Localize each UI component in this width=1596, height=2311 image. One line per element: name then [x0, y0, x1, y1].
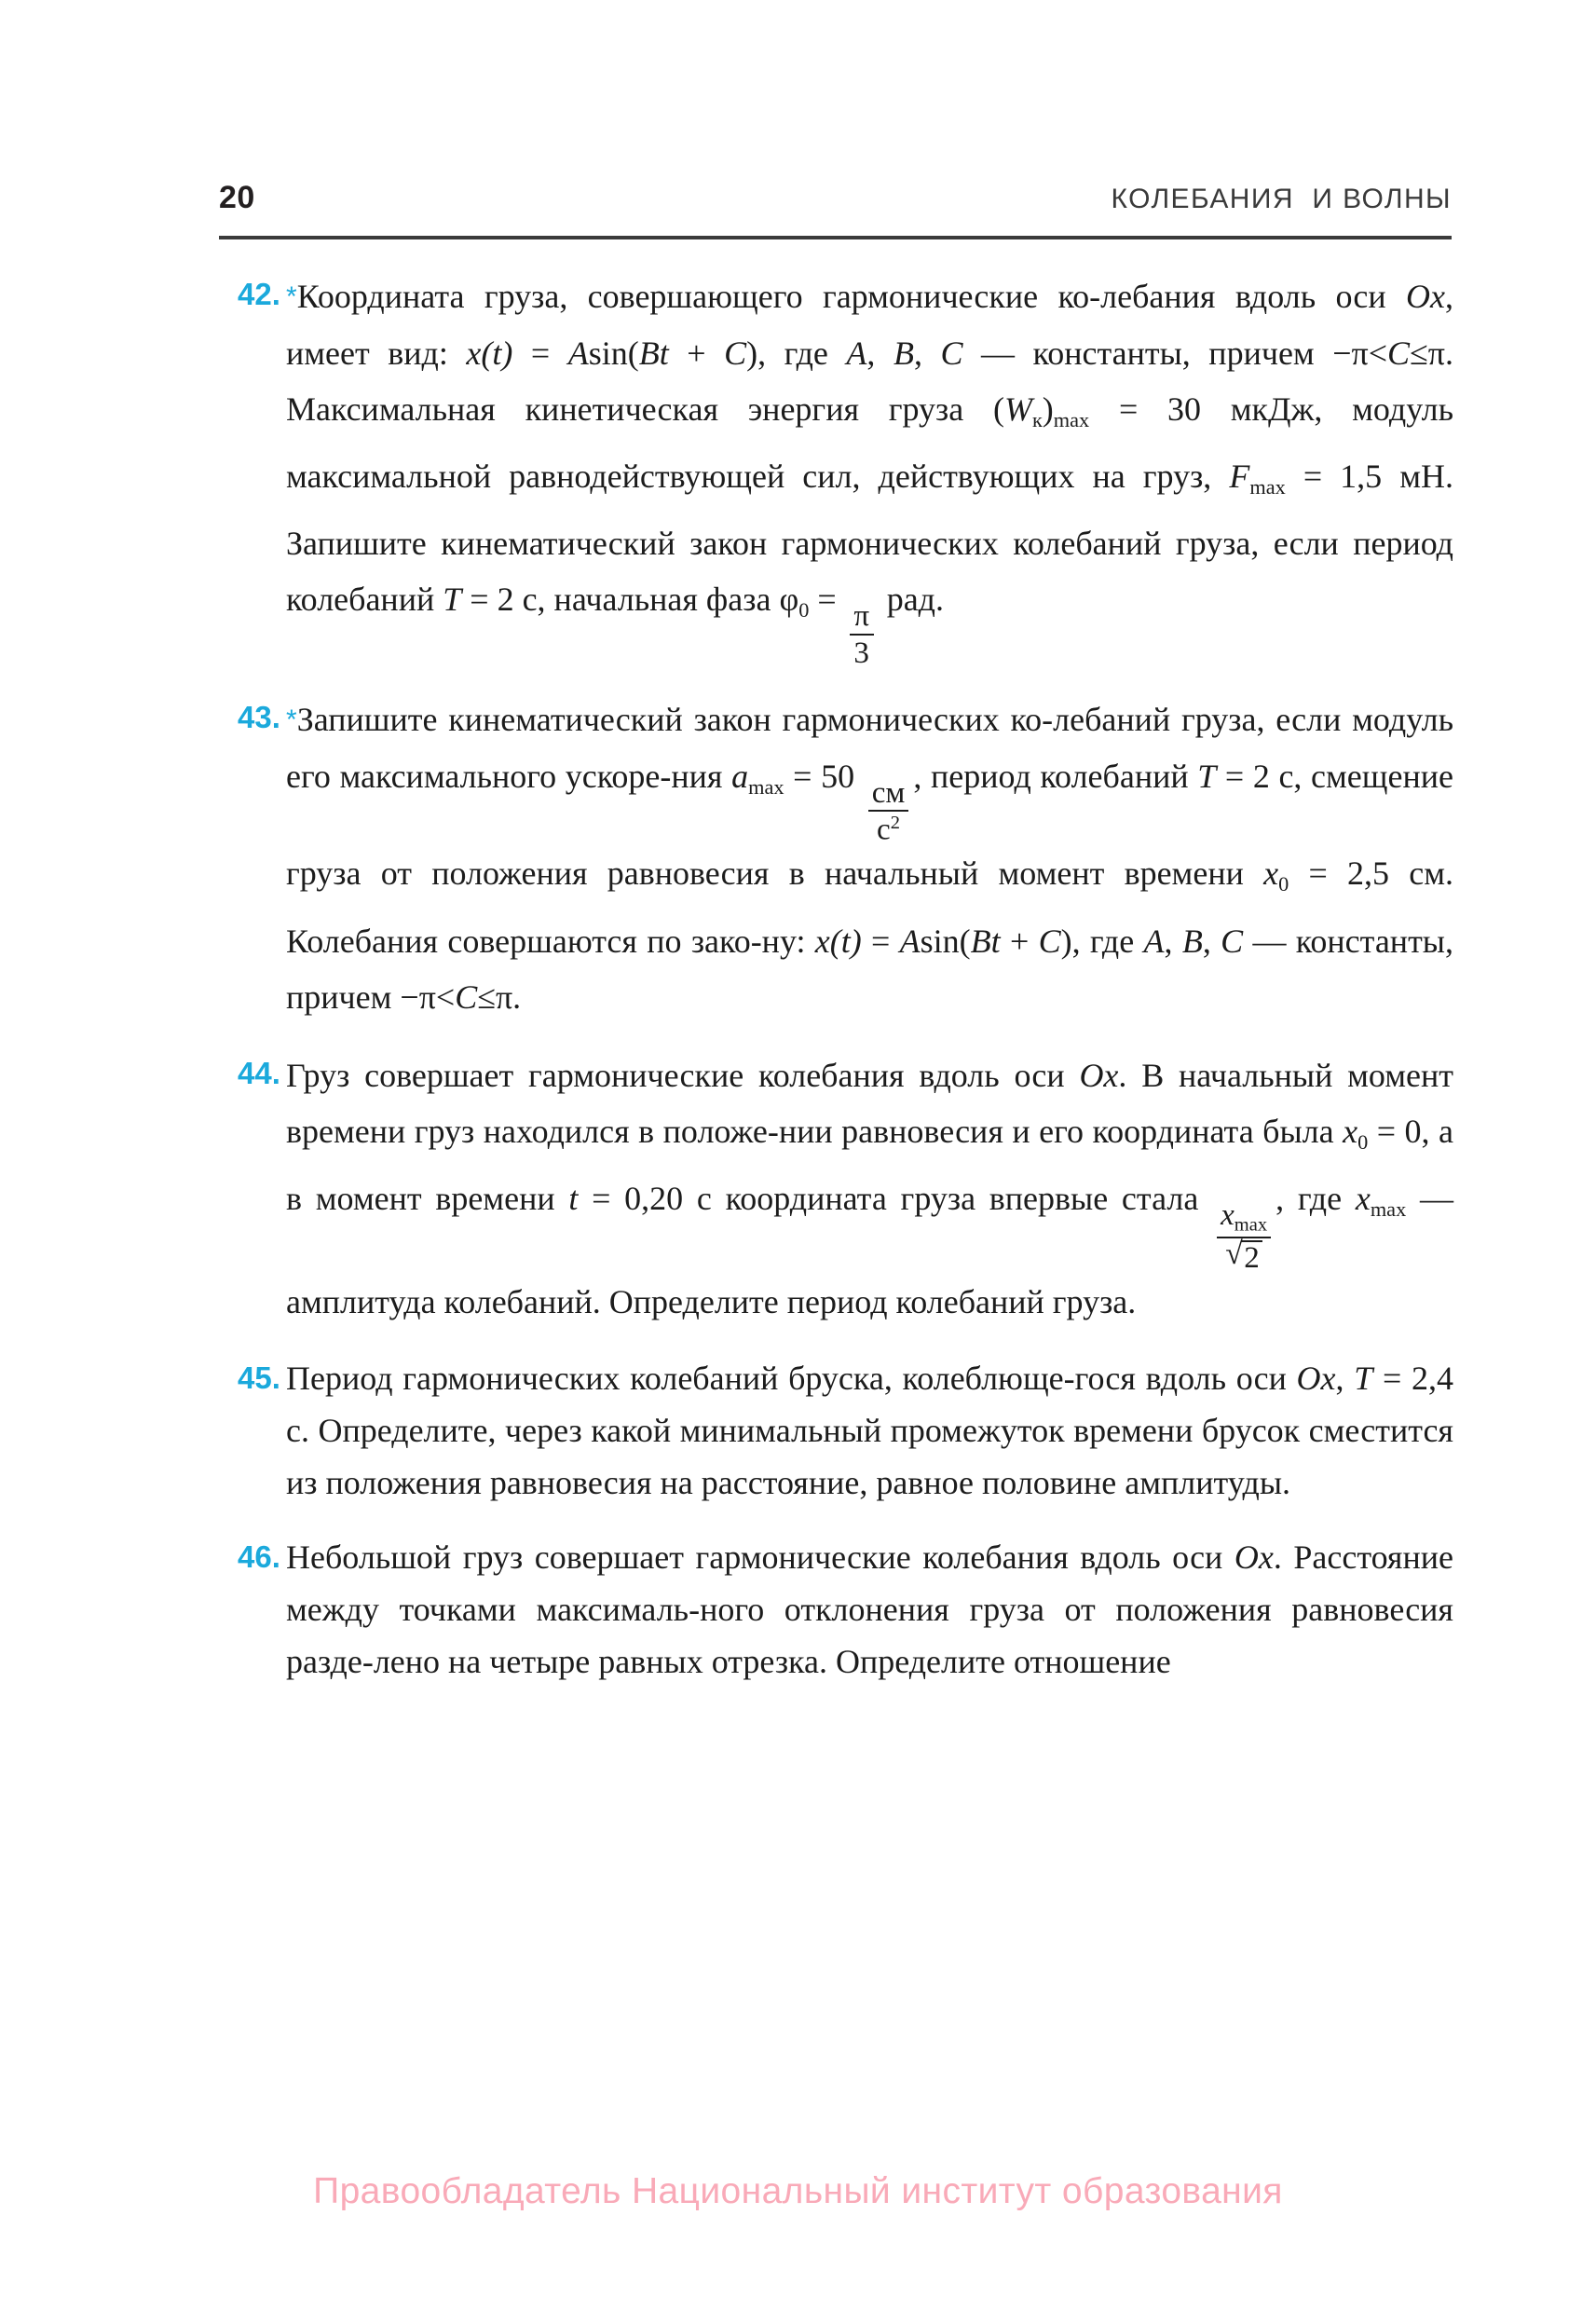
text-segment: Запишите кинематический закон гармонических ко-лебаний груза, если модуль его максимального ускоре-ния [286, 700, 1453, 795]
text-segment: — константы, причем −π< [286, 922, 1453, 1016]
math-paren: ) [1042, 390, 1054, 428]
text-segment: — константы, причем −π< [962, 335, 1388, 372]
math-const-A: A [846, 335, 867, 372]
exercise-item-44 [219, 1047, 1453, 1330]
math-var-W: W [1003, 390, 1032, 428]
math-arg-t: (t) [481, 335, 513, 372]
math-sin: sin( [588, 335, 639, 372]
text-segment: = 2 с, начальная фаза [461, 581, 780, 619]
exercise-item-46 [219, 1531, 1453, 1688]
running-head [219, 180, 1452, 216]
math-const-C: C [1221, 922, 1244, 960]
math-const-B: B [1181, 922, 1203, 960]
math-var-x: x [1343, 1112, 1358, 1150]
math-var-C: C [724, 335, 747, 372]
exercise-number: 46. [238, 1538, 280, 1574]
text-segment: , [1202, 922, 1221, 960]
text-segment: , [913, 335, 941, 372]
math-subscript-max: max [1053, 408, 1090, 432]
math-var-A: A [899, 922, 921, 960]
math-var-t: t [568, 1179, 579, 1217]
text-segment: = 0, а в момент времени [286, 1112, 1454, 1217]
text-segment: . Расстояние между точками максималь-ного отклонения груза от положения равновесия разде-лено на четыре равных отрезка. Определите отношение [286, 1538, 1453, 1680]
math-const-A: A [1143, 922, 1165, 960]
fraction-cm-per-s2 [868, 774, 909, 847]
text-segment: , имеет вид: [286, 278, 1453, 372]
math-var-x: x [814, 922, 830, 960]
square-root-symbol [1225, 1240, 1262, 1274]
fraction-pi-over-3 [850, 600, 874, 669]
math-const-C: C [940, 335, 963, 372]
text-segment: — амплитуда колебаний. Определите период колебаний груза. [286, 1179, 1453, 1320]
text-segment: , период колебаний [913, 757, 1198, 795]
exercise-list [219, 268, 1453, 1710]
math-equals: = [861, 922, 900, 960]
fraction-denominator: 3 [853, 635, 869, 670]
text-segment: Небольшой груз совершает гармонические колебания вдоль оси [286, 1538, 1235, 1576]
text-segment: , [866, 335, 893, 372]
math-var-T: T [443, 581, 462, 619]
exercise-text [286, 268, 1453, 669]
text-segment: = 2 с, смещение груза от положения равновесия в начальный момент времени [286, 757, 1453, 893]
text-segment: = 0,20 с координата груза впервые стала [578, 1179, 1213, 1217]
math-sin: sin( [920, 922, 971, 960]
exercise-item-43 [219, 691, 1453, 1025]
math-subscript-max: max [748, 774, 784, 799]
math-var-a: a [731, 757, 749, 795]
math-subscript-max: max [1234, 1214, 1268, 1236]
math-axis-ox: Ox [1234, 1538, 1274, 1576]
math-var-B: B [638, 335, 660, 372]
running-title: КОЛЕБАНИЯ И ВОЛНЫ [1111, 184, 1452, 214]
starred-marker: * [286, 704, 297, 735]
exercise-item-45 [219, 1352, 1453, 1509]
fraction-xmax-over-sqrt2 [1217, 1199, 1271, 1274]
text-segment: Период гармонических колебаний бруска, колеблюще-гося вдоль оси [286, 1359, 1297, 1397]
math-var-B: B [970, 922, 991, 960]
math-var-x: x [1221, 1197, 1235, 1232]
math-axis-ox: Ox [1079, 1056, 1119, 1094]
fraction-numerator: π [853, 598, 870, 634]
math-equals-value: = 50 [784, 757, 864, 795]
exercise-number: 42. [238, 277, 280, 311]
fraction-denominator [1221, 1240, 1266, 1274]
math-var-x: x [1263, 855, 1279, 893]
math-var-C: C [1038, 922, 1061, 960]
copyright-watermark: Правообладатель Национальный институт образования [313, 2171, 1283, 2211]
math-var-x: x [1355, 1179, 1371, 1217]
math-subscript-zero: 0 [1357, 1129, 1369, 1154]
math-subscript-zero: 0 [1278, 872, 1289, 896]
math-const-C: C [455, 978, 478, 1016]
math-var-t: t [990, 922, 1001, 960]
text-segment: рад. [878, 581, 944, 619]
math-equals: = [512, 335, 568, 372]
fraction-numerator: см [871, 774, 906, 810]
text-segment: , [1164, 922, 1182, 960]
fraction-denominator [873, 814, 904, 845]
math-subscript-max: max [1249, 475, 1286, 499]
math-axis-ox: Ox [1296, 1359, 1336, 1397]
fraction-numerator [1217, 1199, 1271, 1236]
exercise-number: 43. [238, 699, 280, 734]
math-const-C: C [1387, 335, 1411, 372]
page-number: 20 [219, 180, 255, 215]
text-segment: ), где [746, 335, 847, 372]
text-segment: ≤π. [477, 978, 522, 1016]
math-plus: + [1000, 922, 1039, 960]
math-var-T: T [1197, 757, 1217, 795]
header-divider-rule [219, 236, 1452, 239]
math-var-F: F [1229, 458, 1250, 496]
exercise-text [286, 1047, 1453, 1330]
exercise-text [286, 1531, 1453, 1688]
text-segment: , [1335, 1359, 1355, 1397]
exercise-number: 45. [238, 1360, 280, 1395]
math-subscript-zero: 0 [798, 598, 810, 622]
math-const-B: B [893, 335, 914, 372]
text-segment: = 2,4 с. Определите, через какой минимальный промежуток времени брусок сместится из положения равновесия на расстояние, равное половине амплитуды. [286, 1359, 1453, 1501]
math-var-A: A [567, 335, 589, 372]
math-subscript: к [1031, 408, 1043, 432]
text-segment: Координата груза, совершающего гармонические ко-лебания вдоль оси [296, 278, 1407, 315]
text-segment: Груз совершает гармонические колебания вдоль оси [286, 1056, 1080, 1094]
math-arg-t: (t) [829, 922, 862, 960]
starred-marker: * [286, 281, 297, 312]
text-segment: ≤π. Максимальная кинетическая энергия груза ( [286, 335, 1453, 428]
text-segment: = 30 мкДж, модуль максимальной равнодействующей сил, действующих на груз, [286, 390, 1453, 496]
math-plus: + [668, 335, 725, 372]
math-subscript-max: max [1370, 1197, 1407, 1221]
exercise-text [286, 691, 1453, 1025]
unit-seconds: с [877, 812, 891, 847]
math-superscript-2: 2 [890, 813, 901, 834]
math-equals: = [809, 581, 845, 619]
exercise-text [286, 1352, 1453, 1509]
text-segment: ), где [1060, 922, 1144, 960]
exercise-item-42 [219, 268, 1453, 669]
math-var-t: t [659, 335, 669, 372]
math-axis-ox: Ox [1406, 278, 1445, 315]
text-segment: = 2,5 см. Колебания совершаются по зако-ну: [286, 855, 1453, 960]
text-segment: = 1,5 мН. Запишите кинематический закон гармонических колебаний груза, если период колебаний [286, 458, 1453, 619]
text-segment: , где [1275, 1179, 1356, 1217]
exercise-number: 44. [238, 1055, 280, 1090]
math-var-T: T [1354, 1359, 1373, 1397]
text-segment: . В начальный момент времени груз находился в положе-нии равновесия и его координата была [286, 1056, 1453, 1150]
math-var-phi: φ [779, 581, 799, 619]
math-var-x: x [466, 335, 482, 372]
radicand-value: 2 [1241, 1240, 1262, 1274]
